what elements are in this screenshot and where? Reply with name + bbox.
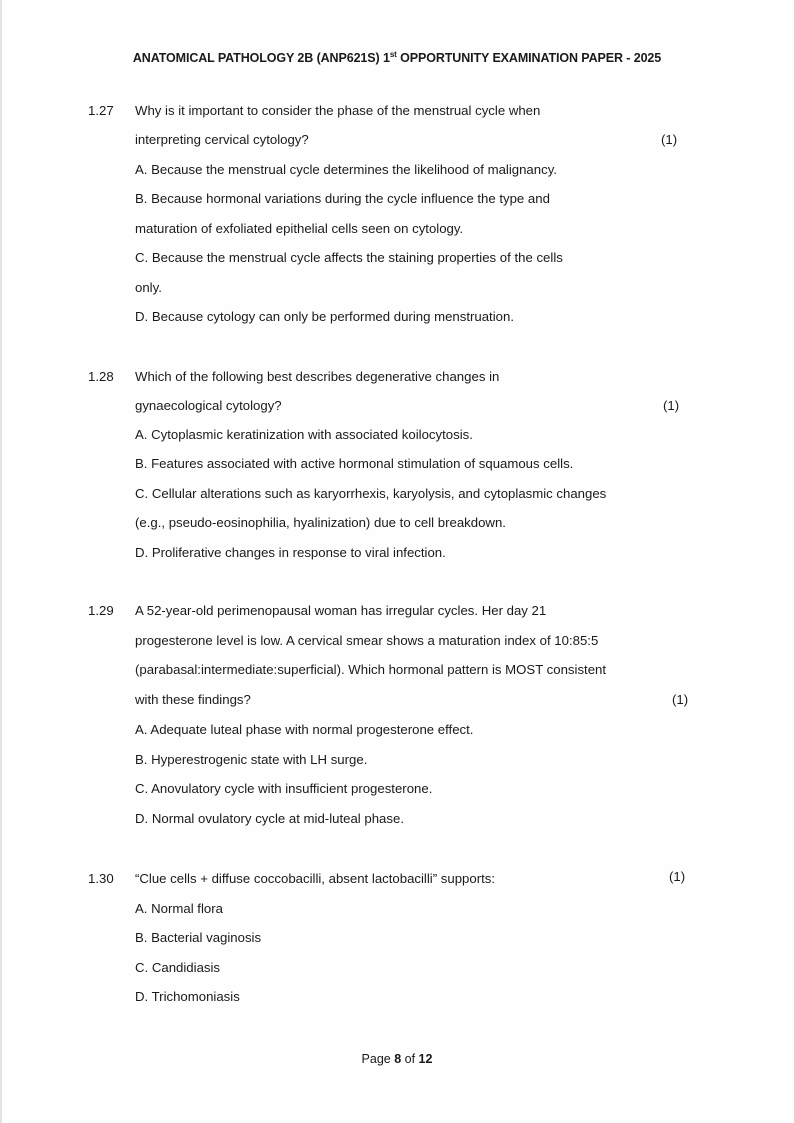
option-d: D. Trichomoniasis — [135, 989, 240, 1004]
option-b: B. Hyperestrogenic state with LH surge. — [135, 752, 368, 767]
marks-label: (1) — [669, 869, 686, 884]
page-number: 8 — [394, 1052, 402, 1066]
question-stem-line: (parabasal:intermediate:superficial). Which hormonal pattern is MOST consistent — [135, 662, 607, 677]
option-a: A. Because the menstrual cycle determines the likelihood of malignancy. — [135, 162, 557, 177]
of-label: of — [401, 1052, 419, 1066]
question-stem-line: Why is it important to consider the phase of the menstrual cycle when — [135, 103, 541, 118]
header-title-sup: st — [389, 49, 397, 59]
question-stem-line: gynaecological cytology? — [135, 398, 282, 413]
header-title-suffix: OPPORTUNITY EXAMINATION PAPER - 2025 — [396, 51, 662, 65]
marks-label: (1) — [661, 132, 678, 147]
option-c-cont: only. — [135, 280, 162, 295]
option-d: D. Proliferative changes in response to viral infection. — [135, 545, 446, 560]
option-d: D. Because cytology can only be performed during menstruation. — [135, 309, 514, 324]
option-d: D. Normal ovulatory cycle at mid-luteal phase. — [135, 811, 404, 826]
option-c-cont: (e.g., pseudo-eosinophilia, hyalinization) due to cell breakdown. — [135, 515, 506, 530]
option-b: B. Features associated with active hormonal stimulation of squamous cells. — [135, 456, 574, 471]
option-c: C. Anovulatory cycle with insufficient progesterone. — [135, 781, 433, 796]
option-a: A. Normal flora — [135, 901, 223, 916]
question-stem-line: A 52-year-old perimenopausal woman has irregular cycles. Her day 21 — [135, 603, 547, 618]
question-stem-line: with these findings? — [135, 692, 251, 707]
question-number: 1.30 — [88, 871, 114, 886]
question-number: 1.29 — [88, 603, 114, 618]
question-number: 1.28 — [88, 369, 114, 384]
page-header — [0, 51, 794, 65]
header-title-prefix: ANATOMICAL PATHOLOGY 2B (ANP621S) 1 — [132, 51, 390, 65]
marks-label: (1) — [663, 398, 680, 413]
question-number: 1.27 — [88, 103, 114, 118]
question-stem-line: “Clue cells + diffuse coccobacilli, absent lactobacilli” supports: — [135, 871, 496, 886]
question-stem-line: interpreting cervical cytology? — [135, 132, 309, 147]
option-c: C. Because the menstrual cycle affects the staining properties of the cells — [135, 250, 563, 265]
page-footer — [0, 1052, 794, 1066]
option-b: B. Because hormonal variations during the cycle influence the type and — [135, 191, 550, 206]
option-c: C. Candidiasis — [135, 960, 221, 975]
scan-edge — [0, 0, 2, 1123]
option-c: C. Cellular alterations such as karyorrhexis, karyolysis, and cytoplasmic changes — [135, 486, 607, 501]
total-pages: 12 — [418, 1052, 433, 1066]
marks-label: (1) — [672, 692, 689, 707]
option-b: B. Bacterial vaginosis — [135, 930, 262, 945]
option-a: A. Cytoplasmic keratinization with associated koilocytosis. — [135, 427, 473, 442]
page-label: Page — [361, 1052, 395, 1066]
option-b-cont: maturation of exfoliated epithelial cells seen on cytology. — [135, 221, 464, 236]
question-stem-line: Which of the following best describes degenerative changes in — [135, 369, 500, 384]
option-a: A. Adequate luteal phase with normal progesterone effect. — [135, 722, 474, 737]
question-stem-line: progesterone level is low. A cervical smear shows a maturation index of 10:85:5 — [135, 633, 599, 648]
